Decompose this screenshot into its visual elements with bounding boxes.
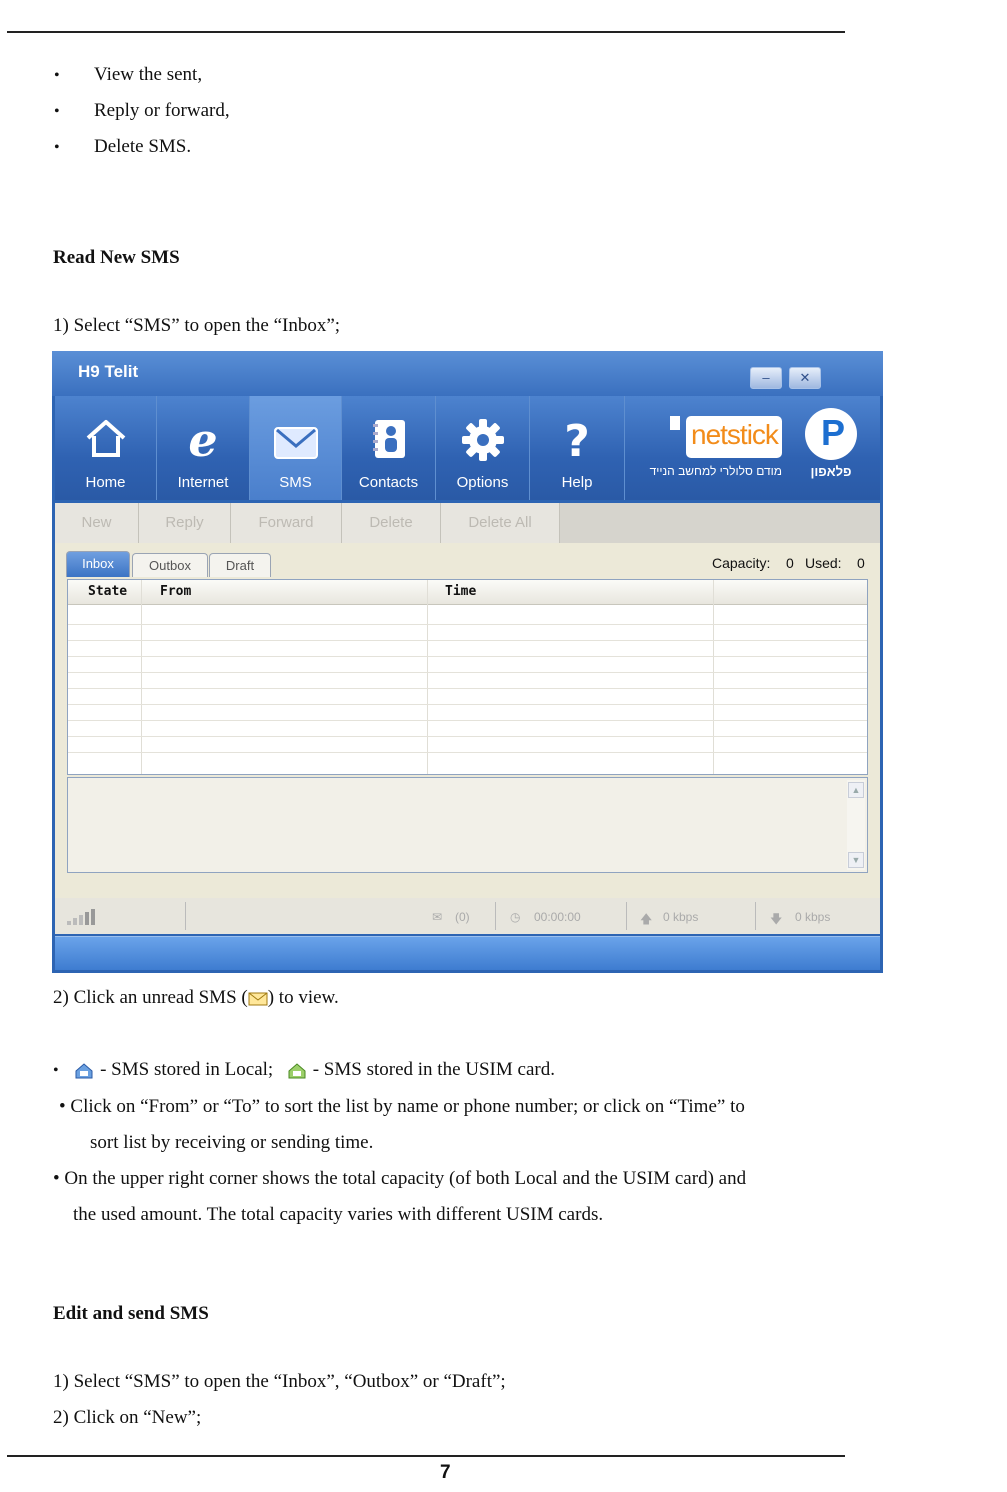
column-state[interactable]: State xyxy=(88,584,128,599)
storage-legend xyxy=(53,1059,555,1081)
upload-arrow-icon: 🡅 xyxy=(640,912,653,926)
column-time[interactable]: Time xyxy=(445,584,477,599)
operator-logo xyxy=(797,396,867,500)
status-separator xyxy=(626,902,627,930)
used-value: 0 xyxy=(857,555,865,571)
operator-emblem xyxy=(805,408,857,460)
nav-contacts-label: Contacts xyxy=(358,474,419,491)
bullet: • xyxy=(54,139,60,156)
step-select-sms: 1) Select “SMS” to open the “Inbox”; xyxy=(53,315,341,336)
sms-status-icon: ✉ xyxy=(432,910,443,924)
step-click-unread xyxy=(53,987,339,1009)
nav-internet-label: Internet xyxy=(177,474,229,491)
row-line xyxy=(68,640,867,641)
nav-options-label: Options xyxy=(456,474,509,491)
home-icon xyxy=(84,418,128,458)
row-line xyxy=(68,720,867,721)
usim-storage-icon xyxy=(286,1062,308,1080)
brand-tagline: מודם סלולרי למחשב הנייד xyxy=(649,464,782,478)
nav-options[interactable] xyxy=(436,396,530,500)
unread-sms-icon xyxy=(248,991,268,1007)
delete-button[interactable]: Delete xyxy=(342,503,441,543)
row-line xyxy=(68,704,867,705)
step2-text-start: 2) Click an unread SMS ( xyxy=(53,987,248,1008)
reply-button[interactable]: Reply xyxy=(139,503,231,543)
netstick-usb-icon xyxy=(670,416,680,430)
nav-bar xyxy=(55,396,880,500)
scroll-down-icon[interactable]: ▼ xyxy=(848,852,864,868)
status-separator xyxy=(185,902,186,930)
signal-strength-icon xyxy=(67,909,99,925)
used-label: Used: xyxy=(805,555,842,571)
bullet: • xyxy=(53,1062,59,1079)
step-click-new: 2) Click on “New”; xyxy=(53,1407,202,1428)
title-bar xyxy=(52,351,883,396)
gear-icon xyxy=(461,418,505,462)
brand-name: netstick xyxy=(691,419,778,450)
status-separator xyxy=(755,902,756,930)
row-line xyxy=(68,752,867,753)
status-bar xyxy=(55,898,880,934)
nav-sms-label: SMS xyxy=(279,474,312,491)
sms-list[interactable] xyxy=(67,579,868,775)
row-line xyxy=(68,672,867,673)
row-line xyxy=(68,656,867,657)
forward-button[interactable]: Forward xyxy=(231,503,342,543)
download-speed: 0 kbps xyxy=(795,910,831,924)
column-from[interactable]: From xyxy=(160,584,192,599)
netstick-badge xyxy=(686,416,782,458)
step2-text-end: ) to view. xyxy=(267,987,339,1008)
column-divider xyxy=(713,580,714,774)
nav-internet[interactable] xyxy=(157,396,250,500)
section-heading-edit: Edit and send SMS xyxy=(53,1303,209,1324)
bullet-text-delete: Delete SMS. xyxy=(94,136,192,157)
svg-text:e: e xyxy=(188,418,218,462)
question-mark-icon xyxy=(560,418,594,462)
column-divider xyxy=(427,580,428,774)
storage-usim-text: - SMS stored in the USIM card. xyxy=(307,1059,555,1080)
capacity-label: Capacity: xyxy=(712,555,771,571)
sms-content xyxy=(55,543,880,898)
upload-speed: 0 kbps xyxy=(663,910,699,924)
row-line xyxy=(68,736,867,737)
tab-outbox[interactable]: Outbox xyxy=(132,553,208,577)
capacity-note-line1: • On the upper right corner shows the total capacity (of both Local and the USIM card) and xyxy=(53,1168,747,1189)
bullet: • xyxy=(54,67,60,84)
status-separator xyxy=(495,902,496,930)
delete-all-button[interactable]: Delete All xyxy=(441,503,560,543)
top-rule xyxy=(7,31,845,33)
bottom-bar xyxy=(55,936,880,970)
clock-icon: ◷ xyxy=(510,910,521,924)
close-button[interactable]: ✕ xyxy=(789,367,821,389)
operator-name: פלאפון xyxy=(810,464,852,479)
nav-home-label: Home xyxy=(85,474,126,491)
local-storage-icon xyxy=(73,1062,95,1080)
nav-sms[interactable] xyxy=(250,396,342,500)
storage-local-text: - SMS stored in Local; xyxy=(95,1059,274,1080)
scroll-up-icon[interactable]: ▲ xyxy=(848,782,864,798)
envelope-icon xyxy=(273,426,319,462)
nav-help-label: Help xyxy=(561,474,593,491)
netstick-logo xyxy=(630,396,790,500)
section-heading-read: Read New SMS xyxy=(53,247,180,268)
row-line xyxy=(68,688,867,689)
capacity-note-line2: the used amount. The total capacity varies with different USIM cards. xyxy=(73,1204,604,1225)
minimize-button[interactable]: – xyxy=(750,367,782,389)
svg-text:?: ? xyxy=(564,418,590,462)
sort-note-line1: • Click on “From” or “To” to sort the list by name or phone number; or click on “Time” to xyxy=(59,1096,745,1117)
sort-note-line2: sort list by receiving or sending time. xyxy=(90,1132,374,1153)
bullet: • xyxy=(54,103,60,120)
tab-inbox[interactable]: Inbox xyxy=(66,551,130,577)
column-divider xyxy=(141,580,142,774)
preview-scrollbar[interactable] xyxy=(847,780,865,870)
step-select-folder: 1) Select “SMS” to open the “Inbox”, “Outbox” or “Draft”; xyxy=(53,1371,506,1392)
download-arrow-icon: 🡇 xyxy=(770,912,783,926)
page-number: 7 xyxy=(440,1462,451,1483)
app-window xyxy=(52,351,883,973)
internet-icon xyxy=(183,418,223,462)
message-preview[interactable] xyxy=(67,777,868,873)
nav-contacts[interactable] xyxy=(342,396,436,500)
connection-duration: 00:00:00 xyxy=(534,910,581,924)
nav-home[interactable] xyxy=(55,396,157,500)
bullet-text-view: View the sent, xyxy=(94,64,203,85)
window-title: H9 Telit xyxy=(78,362,139,381)
new-button[interactable]: New xyxy=(55,503,139,543)
capacity-value: 0 xyxy=(786,555,794,571)
sms-count: (0) xyxy=(455,910,470,924)
tab-draft[interactable]: Draft xyxy=(209,553,271,577)
bottom-rule xyxy=(7,1455,845,1457)
sms-toolbar xyxy=(55,503,880,543)
bullet-text-reply: Reply or forward, xyxy=(94,100,230,121)
nav-help[interactable] xyxy=(530,396,625,500)
operator-p-glyph: P xyxy=(821,412,846,453)
contacts-book-icon xyxy=(369,418,409,460)
row-line xyxy=(68,624,867,625)
